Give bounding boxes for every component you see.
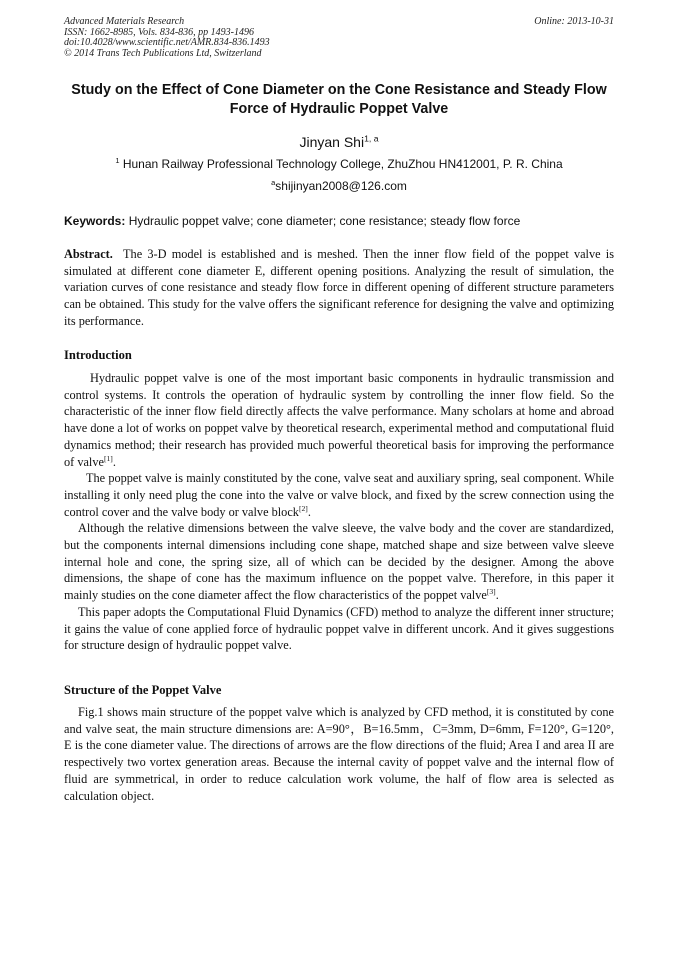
author-line	[0, 133, 678, 151]
abstract-text: The 3-D model is established and is meshed. Then the inner flow field of the poppet valve is simulated at different cone diameter E, different opening positions. Analyzing the result of simulation, the variation curves of cone resistance and steady flow force in different opening of different structure parameters can be obtained. This study for the valve offers the significant reference for designing the valve and optimizing its performance.	[64, 247, 614, 328]
intro-paragraph-2-end: .	[307, 504, 311, 519]
abstract	[64, 246, 614, 330]
journal-name: Advanced Materials Research	[64, 16, 185, 27]
intro-paragraph-2-text: The poppet valve is mainly constituted by the cone, valve seat and auxiliary spring, seal component. While installing it only need plug the cone into the valve or valve block, and fixed by the screw connection using the control cover and the valve body or valve block	[64, 471, 614, 519]
intro-paragraph-3-text: Although the relative dimensions between the valve sleeve, the valve body and the cover are standardized, but the components internal dimensions including cone shape, matched shape and size between valve sleeve internal hole and cone, the spring size, all of which can be decided by the designer. Among the above dimensions, the shape of cone has the maximum influence on the poppet valve. Therefore, in this paper it mainly studies on the cone diameter affect the flow characteristics of the poppet valve	[64, 521, 614, 603]
keywords-label: Keywords:	[64, 214, 126, 228]
abstract-label: Abstract.	[64, 247, 113, 261]
affiliation-text: Hunan Railway Professional Technology College, ZhuZhou HN412001, P. R. China	[122, 157, 563, 171]
structure-heading: Structure of the Poppet Valve	[64, 683, 222, 697]
paper-title: Study on the Effect of Cone Diameter on the Cone Resistance and Steady Flow Force of Hydraulic Poppet Valve	[71, 82, 607, 117]
doi-line: doi:10.4028/www.scientific.net/AMR.834-836.1493	[64, 37, 270, 48]
keywords-text: Hydraulic poppet valve; cone diameter; cone resistance; steady flow force	[128, 214, 521, 228]
introduction-heading: Introduction	[64, 348, 132, 362]
issn-line: ISSN: 1662-8985, Vols. 834-836, pp 1493-1496	[64, 26, 254, 38]
intro-paragraph-1-end: .	[112, 454, 116, 469]
copyright-line: © 2014 Trans Tech Publications Ltd, Switzerland	[64, 47, 262, 59]
journal-header	[64, 17, 614, 59]
affiliation-mark: 1	[115, 156, 120, 165]
email-line	[0, 179, 678, 194]
citation-1[interactable]: [1]	[103, 453, 113, 463]
structure-paragraph-1	[64, 704, 614, 804]
intro-paragraph-3	[64, 520, 614, 604]
intro-paragraph-1-text: Hydraulic poppet valve is one of the most important basic components in hydraulic transmission and control systems. It controls the operation of hydraulic system by controlling the inner flow field. So the characteristic of the inner flow field directly affects the valve performance. Many scholars at home and abroad have done a lot of works on poppet valve by theoretical research, experimental method and computational fluid dynamics method; their research has provided much powerful theoretical basis for improving the performance of valve	[64, 371, 614, 469]
introduction-body	[64, 370, 614, 654]
email-mark: a	[271, 178, 276, 187]
intro-paragraph-3-end: .	[495, 588, 499, 603]
intro-paragraph-2	[64, 470, 614, 520]
email-address[interactable]: shijinyan2008@126.com	[275, 179, 407, 193]
keywords	[64, 214, 614, 229]
intro-paragraph-4-text: This paper adopts the Computational Fluid Dynamics (CFD) method to analyze the different inner structure; it gains the value of cone applied force of hydraulic poppet valve in different uncork. And it gives suggestions for structure design of hydraulic poppet valve.	[64, 604, 614, 653]
citation-3[interactable]: [3]	[486, 587, 496, 597]
structure-body	[64, 704, 614, 804]
affiliation-line	[0, 157, 678, 172]
author-name: Jinyan Shi	[299, 134, 365, 150]
citation-2[interactable]: [2]	[298, 503, 308, 513]
structure-paragraph-1-text: Fig.1 shows main structure of the poppet valve which is analyzed by CFD method, it is constituted by cone and valve seat, the main structure dimensions are: A=90°，B=16.5mm，C=3mm, D=6mm, F=120°, G=120°, E is the cone diameter value. The directions of arrows are the flow directions of the fluid; Area I and area II are respectively two vortex generation areas. Because the internal cavity of poppet valve and the internal flow of fluid are symmetrical, in order to reduce calculation work volume, the half of flow area is selected as calculation object.	[64, 705, 614, 803]
online-date: Online: 2013-10-31	[534, 16, 614, 27]
intro-paragraph-4	[64, 604, 614, 654]
author-affiliation-mark: 1, a	[364, 133, 379, 144]
intro-paragraph-1	[64, 370, 614, 470]
